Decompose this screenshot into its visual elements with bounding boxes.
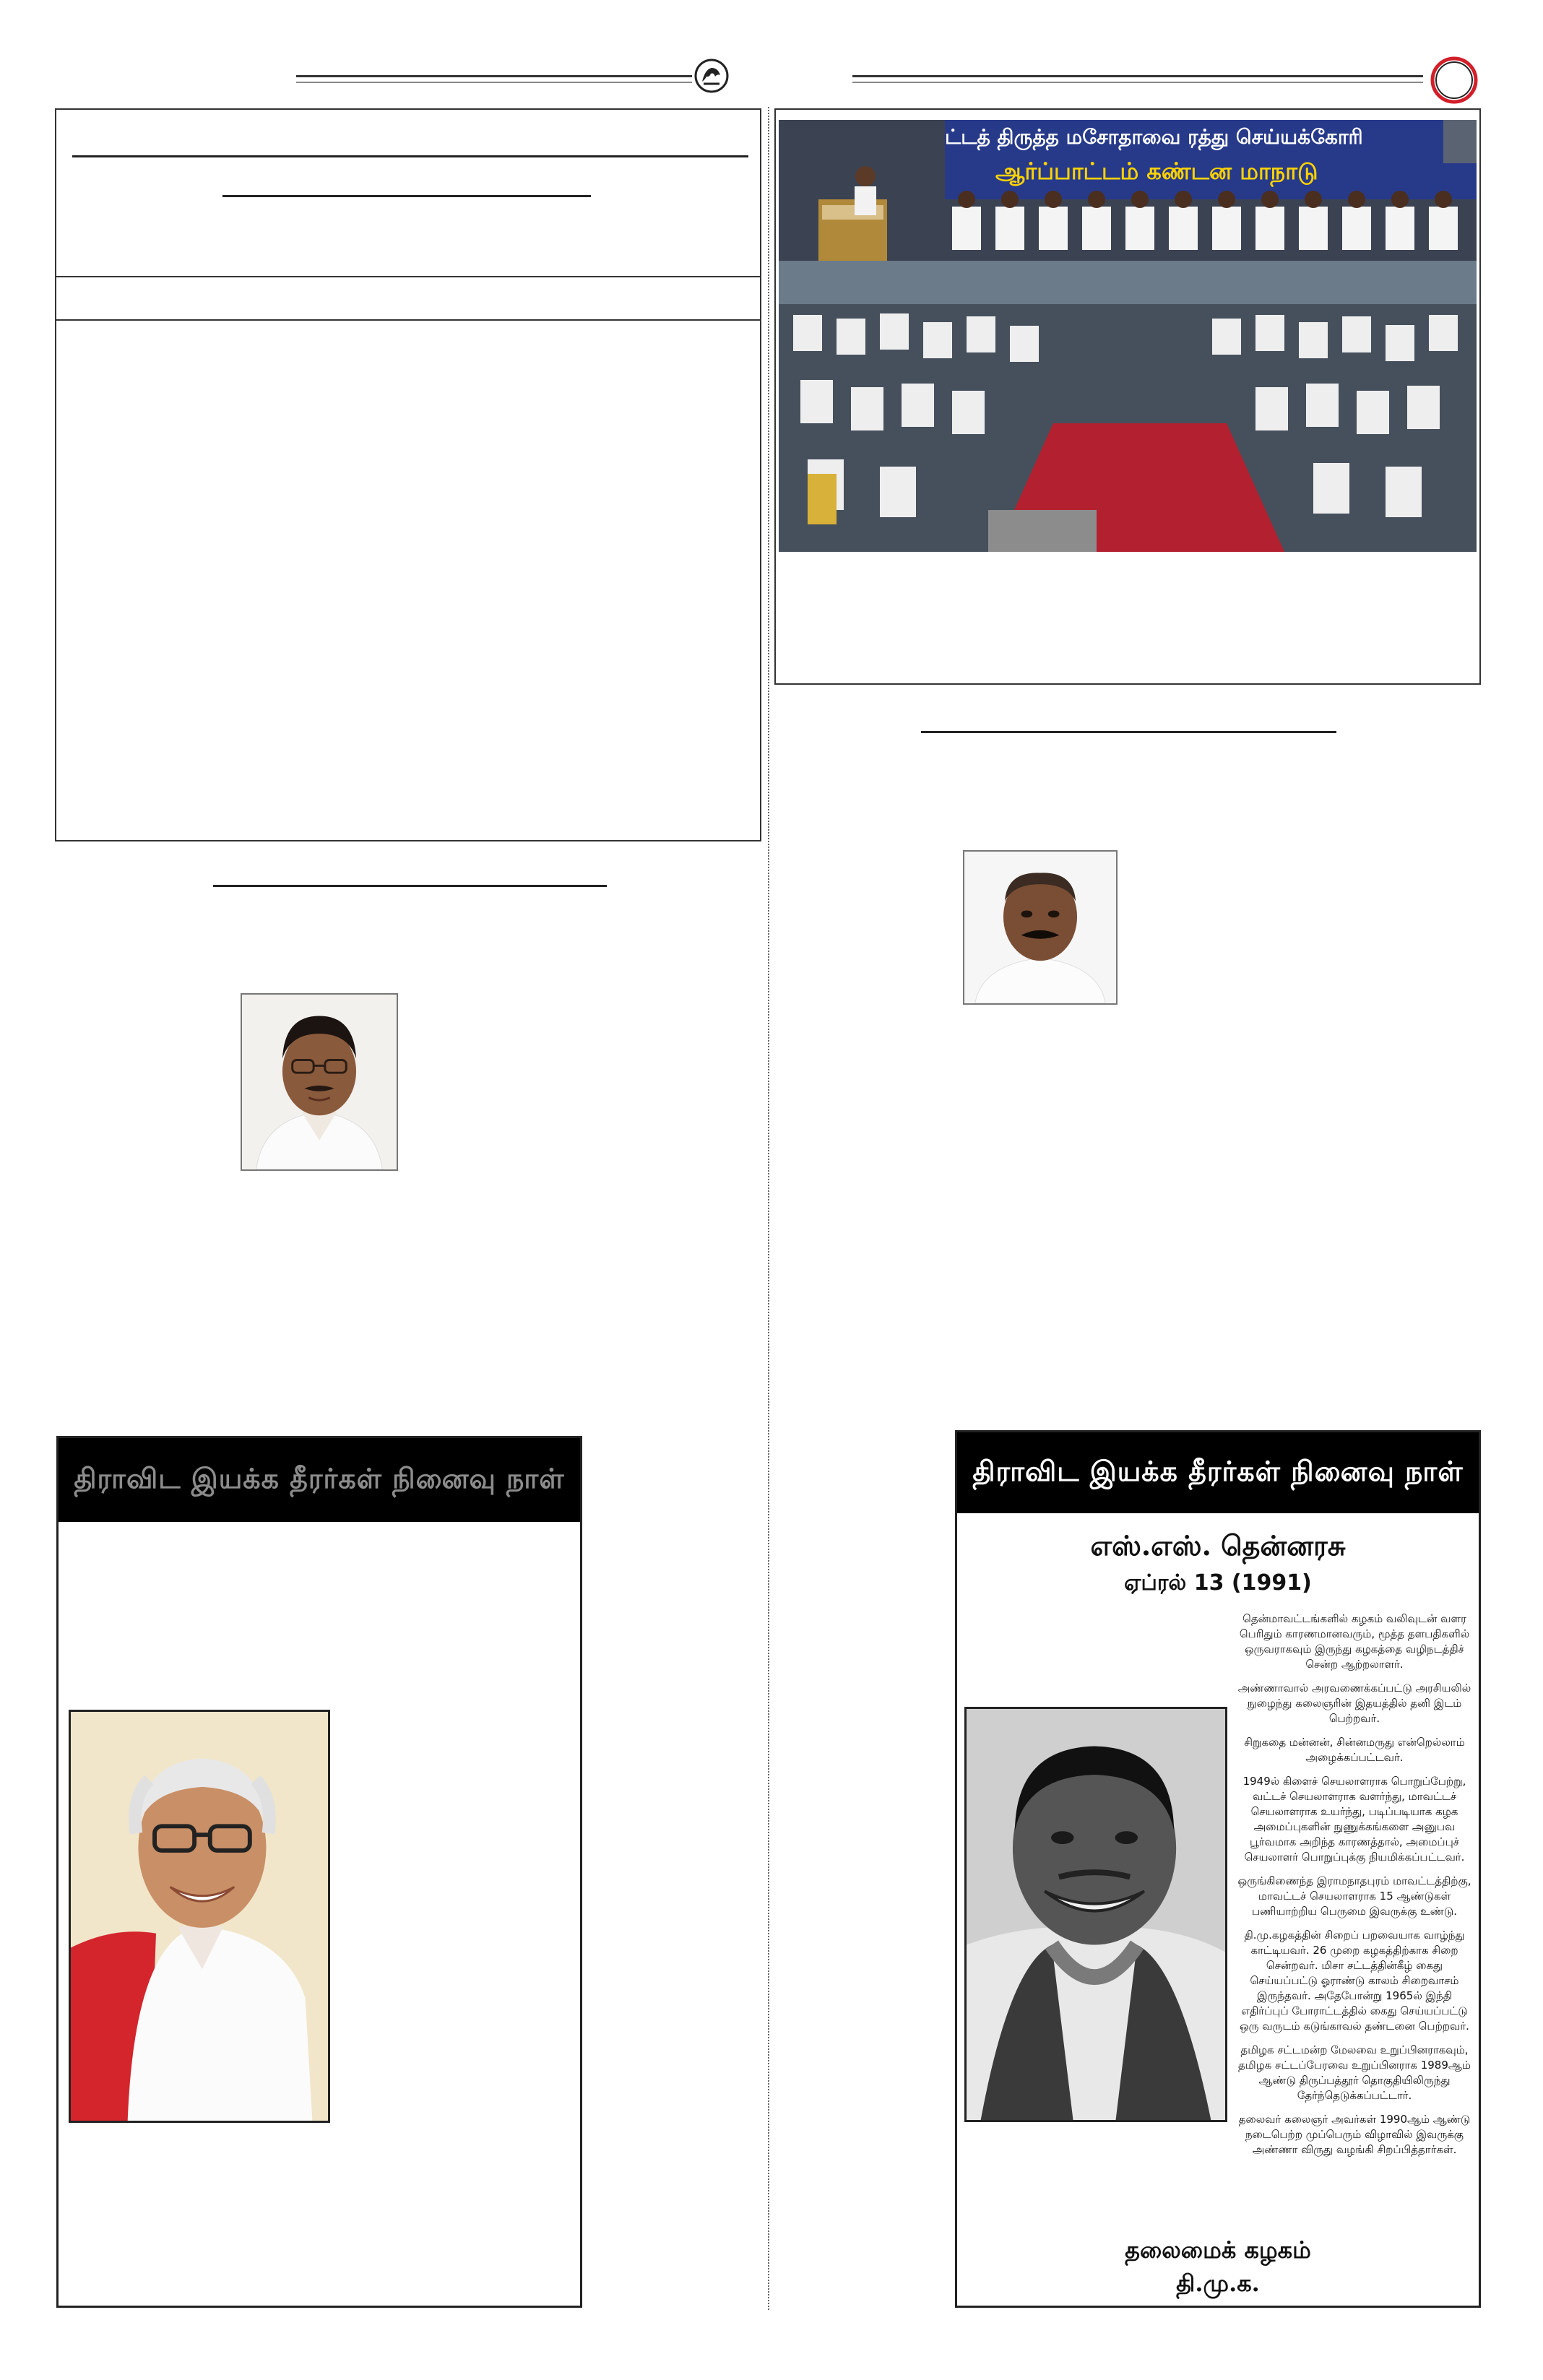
biography-paragraph: தமிழக சட்டமன்ற மேலவை உறுப்பினராகவும், தமிழக சட்டப்பேரவை உறுப்பினராக 1989ஆம் ஆண்டு திருப்பத்தூர் தொகுதியிலிருந்து தேர்ந்தெடுக்கப்பட்டார். <box>1238 2043 1471 2102</box>
conference-banner-line2: ஆர்ப்பாட்டம் கண்டன மாநாடு <box>995 157 1318 185</box>
right-memorial-portrait <box>964 1707 1227 2122</box>
article-header-divider-top <box>56 276 760 277</box>
conference-photo <box>779 120 1477 552</box>
left-memorial-banner <box>59 1438 580 1522</box>
biography-paragraph: ஒருங்கிணைந்த இராமநாதபுரம் மாவட்டத்திற்கு, மாவட்டச் செயலாளராக 15 ஆண்டுகள் பணியாற்றிய பெருமை இவருக்கு உண்டு. <box>1237 1874 1471 1918</box>
left-section-rule <box>213 885 607 887</box>
sunrise-emblem-icon <box>693 58 730 94</box>
right-section-rule <box>921 731 1336 733</box>
right-memorial-banner <box>957 1432 1479 1513</box>
header-rule-right <box>852 75 1423 83</box>
biography-paragraph: தி.மு.கழகத்தின் சிறைப் பறவையாக வாழ்ந்து காட்டியவர். 26 முறை கழகத்திற்காக சிறை சென்றவர். மிசா சட்டத்தின்கீழ் கைது செய்யப்பட்டு ஓராண்டு காலம் சிறைவாசம் இருந்தவர். அதேபோன்று 1965ல் இந்தி எதிர்ப்புப் போராட்டத்தில் கைது செய்யப்பட்டு ஒரு வருடம் கடுங்காவல் தண்டனை பெற்றவர். <box>1240 1929 1469 2033</box>
conference-banner-line1: ட்டத் திருத்த மசோதாவை ரத்து செய்யக்கோரி <box>945 125 1363 149</box>
portrait-photo-right <box>963 850 1118 1005</box>
portrait-photo-left <box>241 993 398 1171</box>
article-header-divider-bottom <box>56 319 760 321</box>
circle-emblem-icon <box>1429 55 1479 105</box>
left-article-box <box>55 108 761 841</box>
left-memorial-banner-title: திராவிட இயக்க தீரர்கள் நினைவு நாள் <box>74 1461 565 1494</box>
column-divider <box>768 107 769 2310</box>
right-memorial-banner-title: திராவிட இயக்க தீரர்கள் நினைவு நாள் <box>972 1454 1464 1487</box>
right-memorial-panel <box>955 1430 1481 2308</box>
article-subtitle-rule <box>222 195 591 197</box>
memorial-date: ஏப்ரல் 13 (1991) <box>1124 1570 1312 1596</box>
memorial-footer-line2: தி.மு.க. <box>1176 2269 1260 2297</box>
biography-paragraph: தலைவர் கலைஞர் அவர்கள் 1990ஆம் ஆண்டு நடைபெற்ற முப்பெரும் விழாவில் இவருக்கு அண்ணா விருது வழங்கி சிறப்பித்தார்கள். <box>1238 2113 1471 2156</box>
memorial-person-name: எஸ்.எஸ். தென்னரசு <box>1090 1529 1346 1562</box>
article-title-rule <box>72 155 748 157</box>
biography-paragraph: அண்ணாவால் அரவணைக்கப்பட்டு அரசியலில் நுழைந்து கலைஞரின் இதயத்தில் தனி இடம் பெற்றவர். <box>1237 1682 1471 1725</box>
right-photo-box <box>774 108 1481 685</box>
memorial-biography <box>1236 1611 1473 2166</box>
left-memorial-portrait <box>69 1710 330 2123</box>
left-memorial-panel <box>56 1436 582 2308</box>
biography-paragraph: சிறுகதை மன்னன், சின்னமருது என்றெல்லாம் அழைக்கப்பட்டவர். <box>1244 1736 1465 1764</box>
biography-paragraph: 1949ல் கிளைச் செயலாளராக பொறுப்பேற்று, வட்டச் செயலாளராக வளர்ந்து, மாவட்டச் செயலாளராக உயர்ந்து, படிப்படியாக கழக அமைப்புகளின் நுணுக்கங்களை அனுபவ பூர்வமாக அறிந்த காரணத்தால், அமைப்புச் செயலாளர் பொறுப்புக்கு நியமிக்கப்பட்டவர். <box>1242 1775 1466 1864</box>
memorial-footer-line1: தலைமைக் கழகம் <box>1125 2236 1311 2264</box>
header-rule-left <box>296 75 692 83</box>
biography-paragraph: தென்மாவட்டங்களில் கழகம் வலிவுடன் வளர பெரிதும் காரணமானவரும், மூத்த தளபதிகளில் ஒருவராகவும் இருந்து கழகத்தை வழிநடத்திச் சென்ற ஆற்றலாளர். <box>1239 1612 1470 1671</box>
